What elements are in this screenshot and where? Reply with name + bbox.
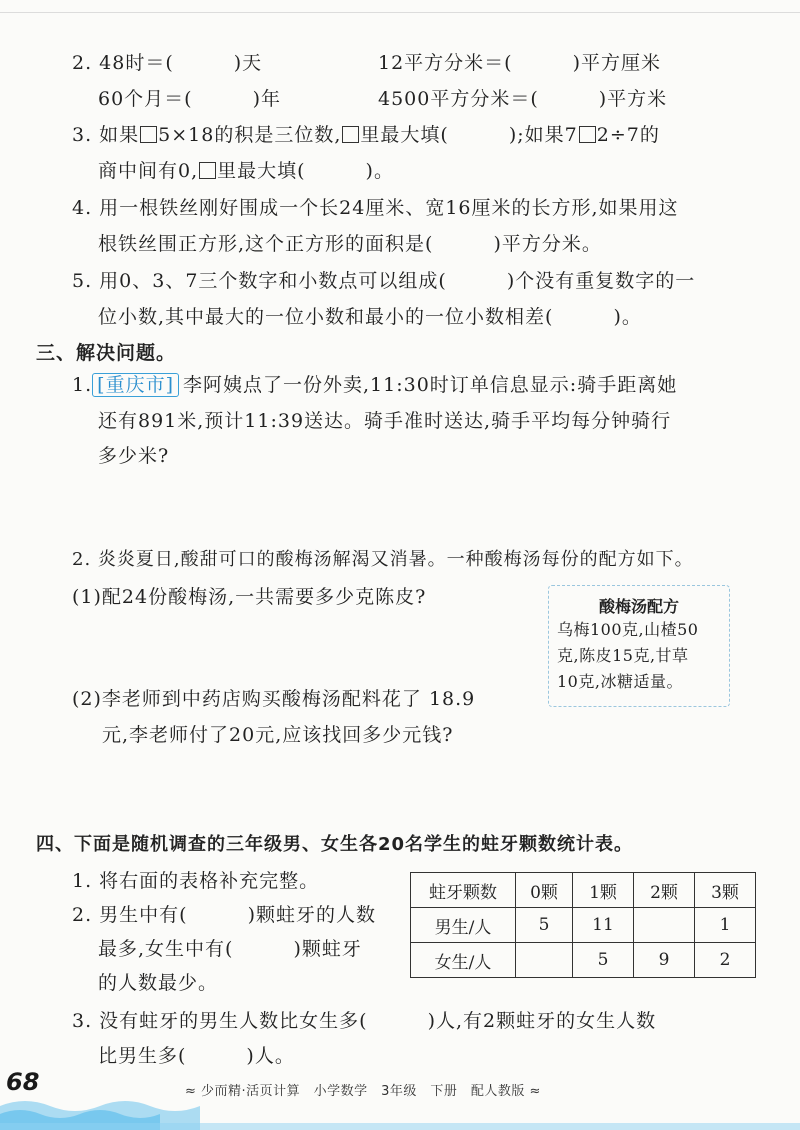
q3-text2: 里最大填( );如果7 <box>360 124 578 146</box>
p3-q1-text: 李阿姨点了一份外卖,11:30时订单信息显示:骑手距离她 <box>183 374 678 396</box>
p4-q3-line1: 3. 没有蛀牙的男生人数比女生多( )人,有2颗蛀牙的女生人数 <box>72 1010 657 1032</box>
table-header: 2颗 <box>634 873 695 908</box>
q3-prefix: 3. 如果 <box>72 124 140 146</box>
section-4-heading <box>36 832 633 858</box>
p3-q1-line3: 多少米? <box>98 445 170 467</box>
blank-square-icon <box>579 126 596 143</box>
p4-q1: 1. 将右面的表格补充完整。 <box>72 870 320 892</box>
p3-q2-line1: 2. 炎炎夏日,酸甜可口的酸梅汤解渴又消暑。一种酸梅汤每份的配方如下。 <box>72 549 694 570</box>
p3-q1-number: 1. <box>72 374 93 396</box>
q4-line1: 4. 用一根铁丝刚好围成一个长24厘米、宽16厘米的长方形,如果用这 <box>72 197 679 219</box>
q2-line2-left: 60个月＝( )年 <box>98 88 282 110</box>
q3-line2 <box>98 158 394 184</box>
q2-line1-left: 2. 48时＝( )天 <box>72 52 263 74</box>
p4-q2-line3: 的人数最少。 <box>98 972 219 994</box>
cavity-table <box>410 872 756 978</box>
q3-line2-pre: 商中间有0, <box>98 160 199 182</box>
p4-q2-line2: 最多,女生中有( )颗蛀牙 <box>98 938 362 960</box>
page-number: 68 <box>6 1068 40 1096</box>
recipe-box <box>548 585 730 707</box>
q3-line1 <box>72 122 660 148</box>
table-cell <box>634 908 695 943</box>
section-3-heading: 三、解决问题。 <box>36 342 177 364</box>
p3-q2-sub1: (1)配24份酸梅汤,一共需要多少克陈皮? <box>72 586 427 608</box>
footer-text: ≈ 少而精·活页计算 小学数学 3年级 下册 配人教版 ≈ <box>185 1084 541 1099</box>
q2-line2-right: 4500平方分米＝( )平方米 <box>378 88 668 110</box>
table-cell: 5 <box>573 943 634 978</box>
wave-decoration <box>0 1092 800 1130</box>
top-rule <box>0 12 800 13</box>
p3-q2-sub2-line2: 元,李老师付了20元,应该找回多少元钱? <box>102 724 454 746</box>
blank-square-icon <box>342 126 359 143</box>
blank-square-icon <box>199 162 216 179</box>
region-tag: [重庆市] <box>92 373 179 397</box>
section-4-heading-text: 四、下面是随机调查的三年级男、女生各20名学生的蛀牙颗数统计表。 <box>36 834 634 855</box>
p3-q2-sub2-line1: (2)李老师到中药店购买酸梅汤配料花了 18.9 <box>72 688 476 710</box>
p3-q1-line1 <box>72 372 677 398</box>
wave-band <box>0 1123 800 1130</box>
recipe-line: 克,陈皮15克,甘草 <box>557 646 689 665</box>
table-cell: 9 <box>634 943 695 978</box>
q3-text: 5×18的积是三位数, <box>158 124 342 146</box>
q3-line2-post: 里最大填( )。 <box>217 160 394 182</box>
p4-q3-line2: 比男生多( )人。 <box>98 1045 295 1067</box>
table-cell: 男生/人 <box>411 908 516 943</box>
table-cell: 11 <box>573 908 634 943</box>
table-cell: 1 <box>695 908 756 943</box>
p3-q1-line2: 还有891米,预计11:39送达。骑手准时送达,骑手平均每分钟骑行 <box>98 410 672 432</box>
table-row <box>411 943 756 978</box>
table-header-row <box>411 873 756 908</box>
region-tag-label: 重庆市 <box>105 374 166 396</box>
q2-line1-right: 12平方分米＝( )平方厘米 <box>378 52 662 74</box>
q3-end: 2÷7的 <box>596 124 660 146</box>
table-cell: 5 <box>516 908 573 943</box>
recipe-title: 酸梅汤配方 <box>598 597 679 616</box>
table-cell: 女生/人 <box>411 943 516 978</box>
q5-line1: 5. 用0、3、7三个数字和小数点可以组成( )个没有重复数字的一 <box>72 270 696 292</box>
q5-line2: 位小数,其中最大的一位小数和最小的一位小数相差( )。 <box>98 306 642 328</box>
table-cell: 2 <box>695 943 756 978</box>
p4-q2-line1: 2. 男生中有( )颗蛀牙的人数 <box>72 904 376 926</box>
recipe-line: 10克,冰糖适量。 <box>557 672 683 691</box>
q4-line2: 根铁丝围正方形,这个正方形的面积是( )平方分米。 <box>98 233 602 255</box>
table-header: 蛀牙颗数 <box>411 873 516 908</box>
recipe-line: 乌梅100克,山楂50 <box>557 620 699 639</box>
table-header: 3颗 <box>695 873 756 908</box>
table-cell <box>516 943 573 978</box>
table-header: 1颗 <box>573 873 634 908</box>
table-row <box>411 908 756 943</box>
table-header: 0颗 <box>516 873 573 908</box>
blank-square-icon <box>140 126 157 143</box>
